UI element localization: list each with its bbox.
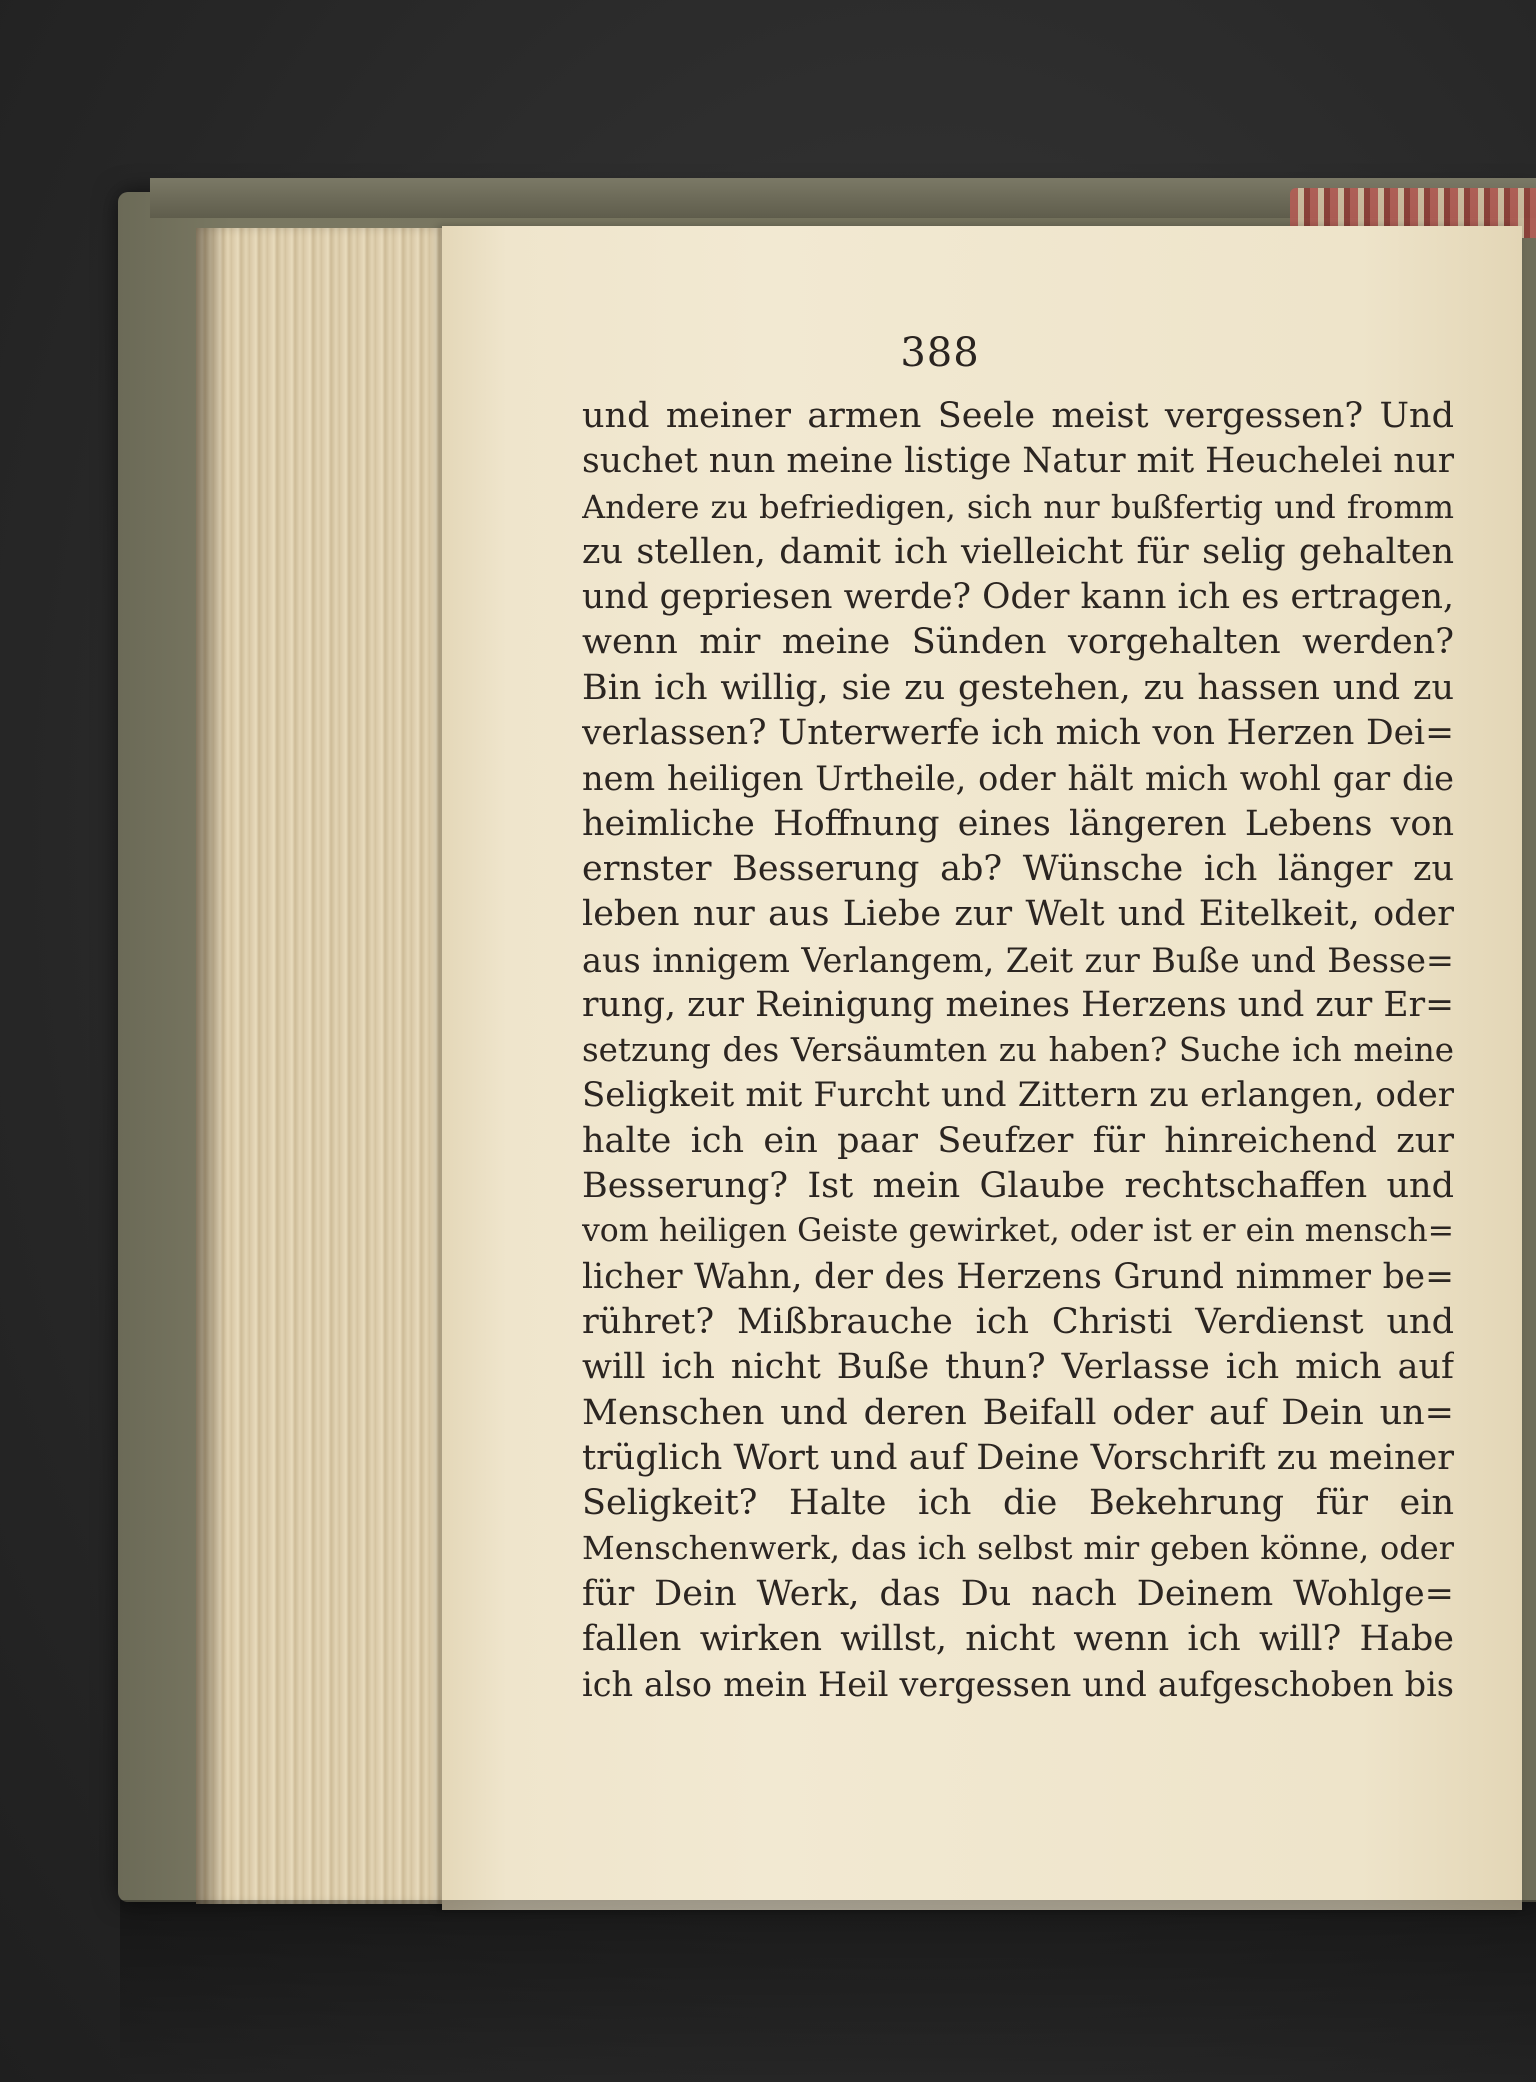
text-line: Menschen und deren Beifall oder auf Dein un= [582, 1392, 1454, 1433]
text-line: rühret? Mißbrauche ich Christi Verdienst und [582, 1301, 1454, 1342]
text-line: suchet nun meine listige Natur mit Heuchelei nur [582, 441, 1454, 482]
text-line: aus innigem Verlangem, Zeit zur Buße und Besse= [582, 940, 1454, 980]
text-line: Menschenwerk, das ich selbst mir geben könne, oder [582, 1529, 1454, 1568]
text-line: Besserung? Ist mein Glaube rechtschaffen und [582, 1166, 1454, 1207]
text-line: vom heiligen Geiste gewirket, oder ist er ein mensch= [582, 1213, 1454, 1250]
text-line: licher Wahn, der des Herzens Grund nimmer be= [582, 1256, 1454, 1297]
text-line: Andere zu befriedigen, sich nur bußfertig und fromm [582, 487, 1454, 526]
bottom-shadow [120, 1900, 1536, 2082]
text-line: leben nur aus Liebe zur Welt und Eitelkeit, oder [582, 894, 1454, 935]
page-block-edges [196, 228, 456, 1904]
text-line: Seligkeit mit Furcht und Zittern zu erlangen, oder [582, 1075, 1454, 1116]
text-line: will ich nicht Buße thun? Verlasse ich mich auf [582, 1347, 1454, 1388]
page-edges-shadow [196, 228, 226, 1904]
text-line: und meiner armen Seele meist vergessen? Und [582, 396, 1454, 436]
text-line: nem heiligen Urtheile, oder hält mich wohl gar die [582, 759, 1454, 799]
text-line: ich also mein Heil vergessen und aufgeschoben bis [582, 1665, 1454, 1705]
text-line: und gepriesen werde? Oder kann ich es ertragen, [582, 577, 1454, 618]
text-line: für Dein Werk, das Du nach Deinem Wohlge= [582, 1573, 1454, 1614]
text-line: rung, zur Reinigung meines Herzens und zur Er= [582, 984, 1454, 1025]
page-number: 388 [900, 330, 980, 376]
text-line: wenn mir meine Sünden vorgehalten werden? [582, 622, 1454, 663]
text-line: Bin ich willig, sie zu gestehen, zu hassen und zu [582, 667, 1454, 708]
text-line: zu stellen, damit ich vielleicht für selig gehalten [582, 531, 1454, 572]
text-line: heimliche Hoffnung eines längeren Lebens von [582, 803, 1454, 844]
text-line: Seligkeit? Halte ich die Bekehrung für ein [582, 1483, 1454, 1524]
text-line: halte ich ein paar Seufzer für hinreichend zur [582, 1120, 1454, 1161]
text-line: verlassen? Unterwerfe ich mich von Herzen Dei= [582, 713, 1454, 754]
text-line: setzung des Versäumten zu haben? Suche ich meine [582, 1031, 1454, 1070]
book-page [442, 226, 1522, 1910]
text-line: trüglich Wort und auf Deine Vorschrift zu meiner [582, 1437, 1454, 1478]
text-line: fallen wirken willst, nicht wenn ich will? Habe [582, 1619, 1454, 1660]
page-text [582, 394, 1454, 1708]
text-line: ernster Besserung ab? Wünsche ich länger zu [582, 848, 1454, 889]
